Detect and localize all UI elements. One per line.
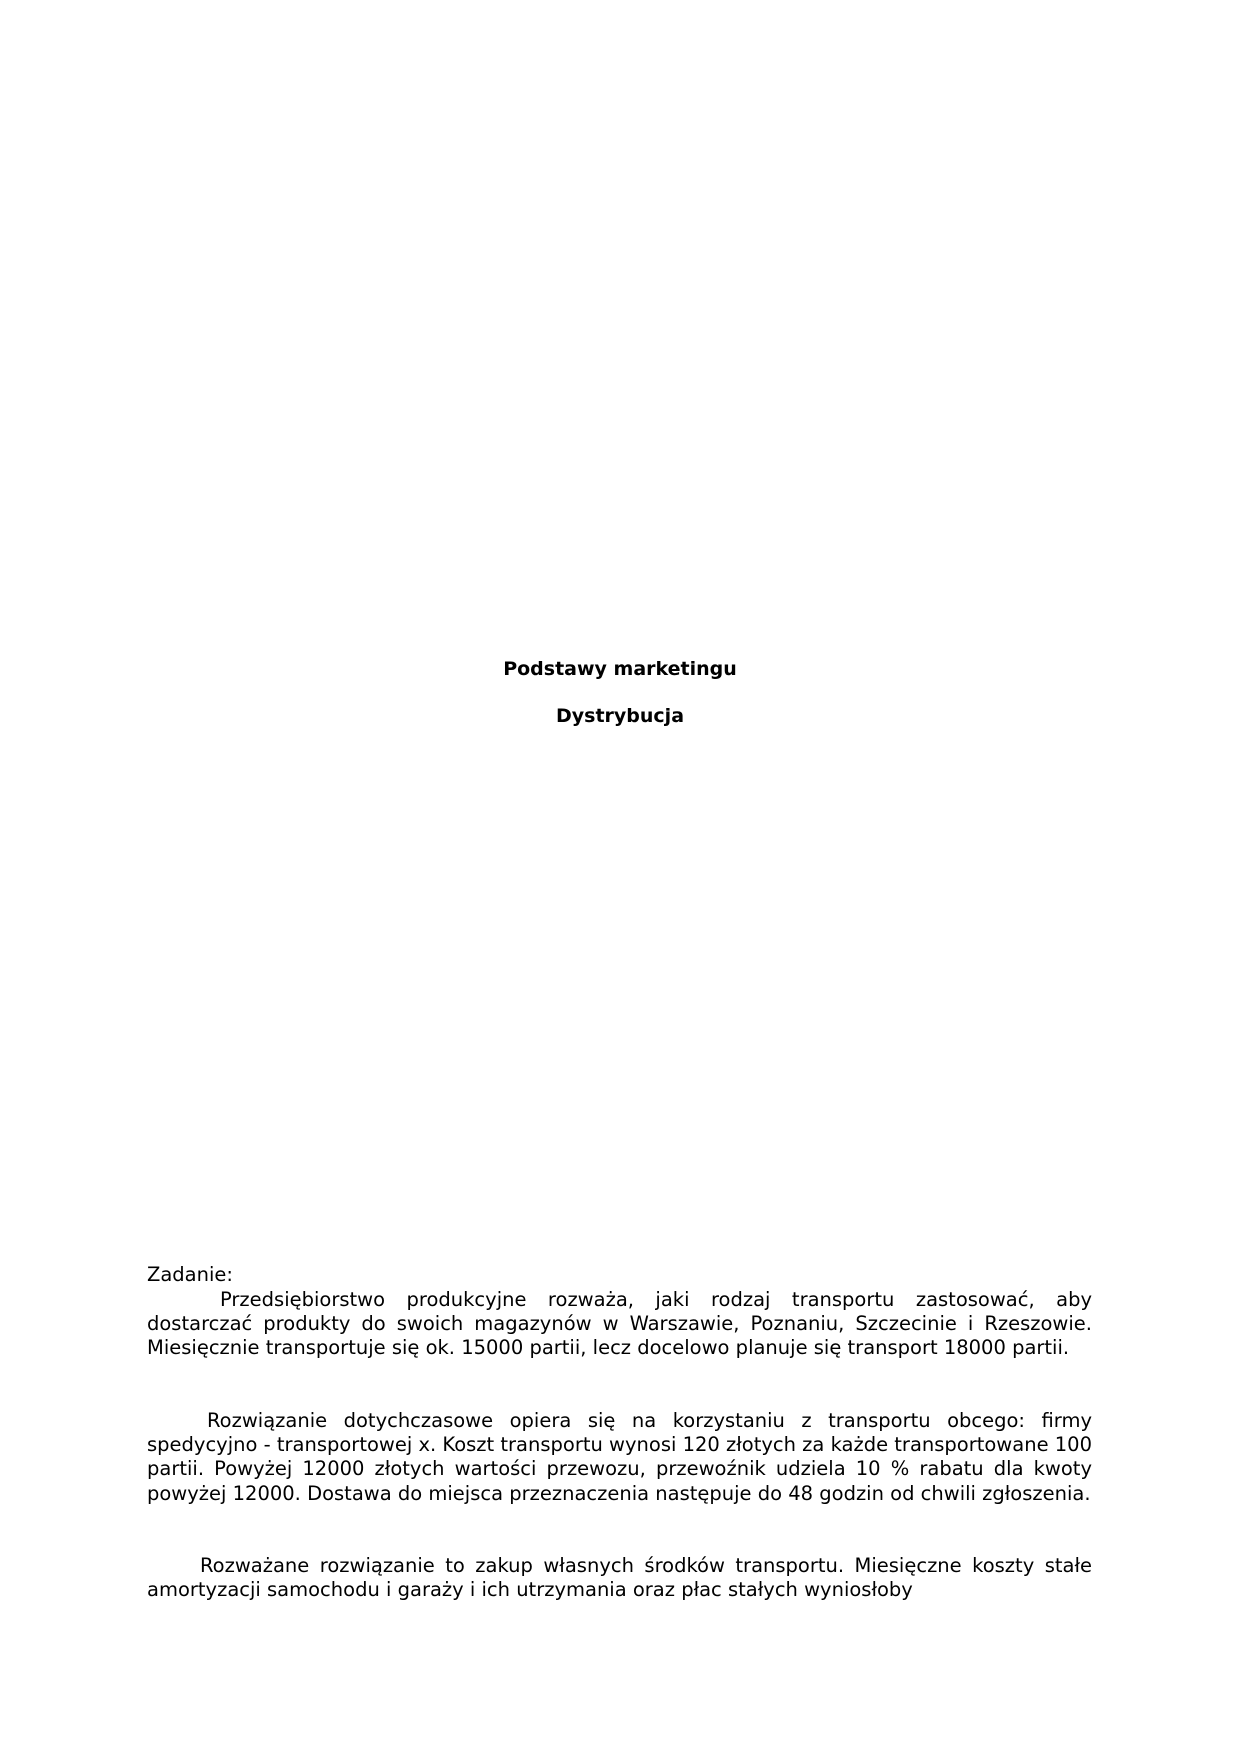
task-label: Zadanie:: [147, 1263, 233, 1286]
paragraph-current-solution: Rozwiązanie dotychczasowe opiera się na korzystaniu z transportu obcego: firmy spedycyjno - transportowej x. Koszt transportu wynosi 120 złotych za każde transportowane 100 partii. Powyżej 12000 złotych wartości przewozu, przewoźnik udziela 10 % rabatu dla kwoty powyżej 12000. Dostawa do miejsca przeznaczenia następuje do 48 godzin od chwili zgłoszenia.: [147, 1409, 1092, 1505]
paragraph-task-description: Przedsiębiorstwo produkcyjne rozważa, jaki rodzaj transportu zastosować, aby dostarczać produkty do swoich magazynów w Warszawie, Poznaniu, Szczecinie i Rzeszowie. Miesięcznie transportuje się ok. 15000 partii, lecz docelowo planuje się transport 18000 partii.: [147, 1288, 1092, 1360]
document-subtitle: Dystrybucja: [555, 705, 685, 727]
paragraph-considered-solution: Rozważane rozwiązanie to zakup własnych środków transportu. Miesięczne koszty stałe amortyzacji samochodu i garaży i ich utrzymania oraz płac stałych wyniosłoby: [147, 1554, 1092, 1602]
document-title: Podstawy marketingu: [503, 658, 737, 680]
